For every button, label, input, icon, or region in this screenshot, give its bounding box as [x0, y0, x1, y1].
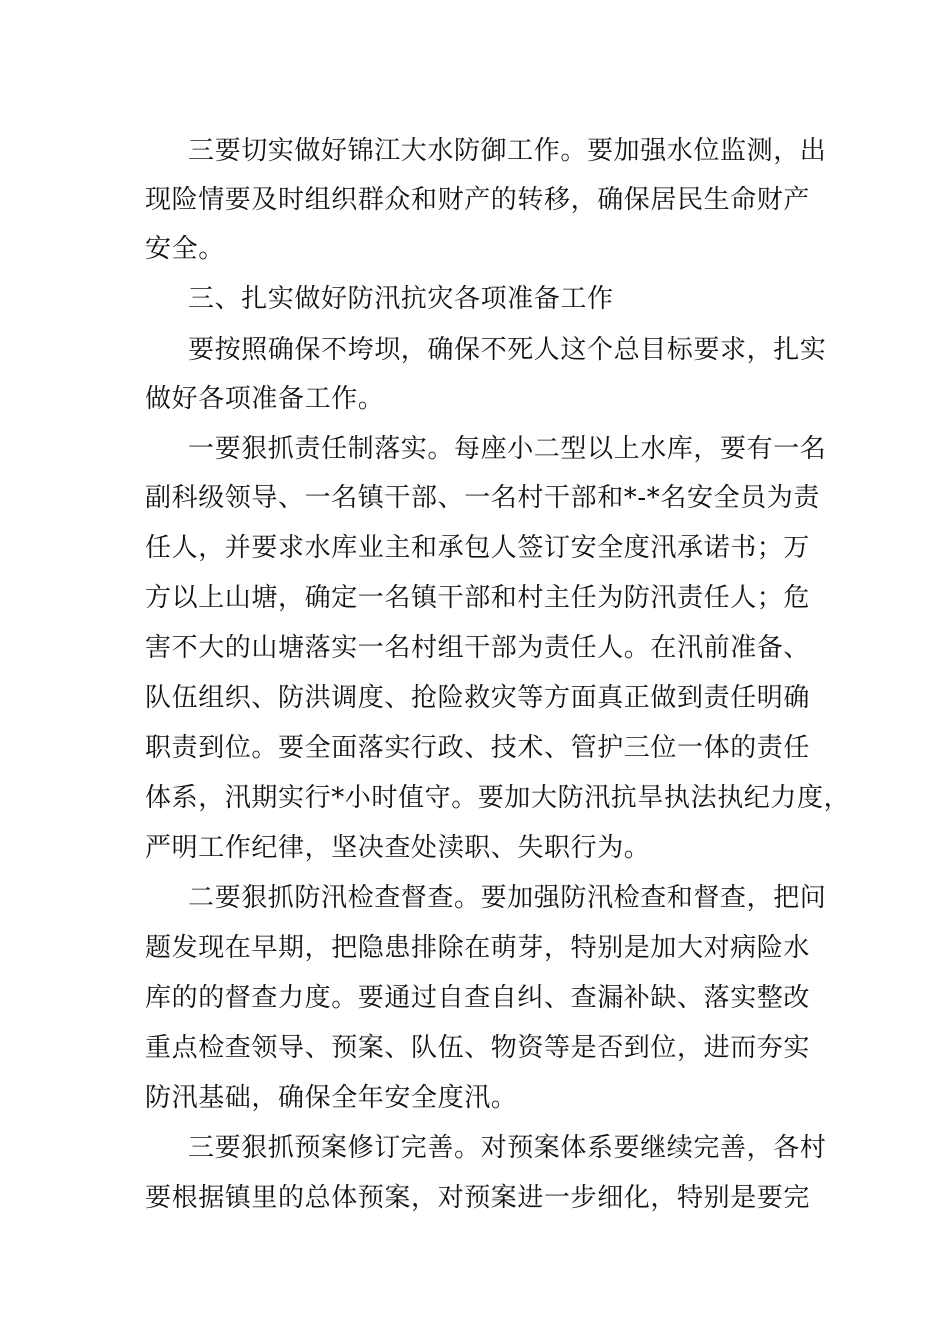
- paragraph-line: 三要切实做好锦江大水防御工作。要加强水位监测，出: [188, 136, 827, 166]
- paragraph-line: 害不大的山塘落实一名村组干部为责任人。在汛前准备、: [145, 633, 811, 663]
- section-heading: 三、扎实做好防汛抗灾各项准备工作: [188, 284, 614, 314]
- paragraph-line: 要按照确保不垮坝，确保不死人这个总目标要求，扎实: [188, 335, 827, 365]
- paragraph-line: 要根据镇里的总体预案，对预案进一步细化，特别是要完: [145, 1183, 811, 1213]
- paragraph-line: 题发现在早期，把隐患排除在萌芽，特别是加大对病险水: [145, 933, 811, 963]
- paragraph-line: 一要狠抓责任制落实。每座小二型以上水库，要有一名: [188, 434, 827, 464]
- paragraph-line: 三要狠抓预案修订完善。对预案体系要继续完善，各村: [188, 1133, 827, 1163]
- paragraph-line: 防汛基础，确保全年安全度汛。: [145, 1083, 518, 1113]
- paragraph-line: 队伍组织、防洪调度、抢险救灾等方面真正做到责任明确: [145, 683, 811, 713]
- paragraph-line: 二要狠抓防汛检查督查。要加强防汛检查和督查，把问: [188, 883, 827, 913]
- paragraph-line: 任人，并要求水库业主和承包人签订安全度汛承诺书；万: [145, 533, 811, 563]
- paragraph-line: 库的的督查力度。要通过自查自纠、查漏补缺、落实整改: [145, 983, 811, 1013]
- paragraph-line: 做好各项准备工作。: [145, 384, 385, 414]
- paragraph-line: 严明工作纪律，坚决查处渎职、失职行为。: [145, 833, 651, 863]
- paragraph-line: 方以上山塘，确定一名镇干部和村主任为防汛责任人；危: [145, 583, 811, 613]
- paragraph-line: 职责到位。要全面落实行政、技术、管护三位一体的责任: [145, 733, 811, 763]
- paragraph-line: 重点检查领导、预案、队伍、物资等是否到位，进而夯实: [145, 1033, 811, 1063]
- paragraph-line: 体系，汛期实行*小时值守。要加大防汛抗旱执法执纪力度，: [145, 783, 851, 813]
- paragraph-line: 安全。: [145, 234, 225, 264]
- paragraph-line: 副科级领导、一名镇干部、一名村干部和*-*名安全员为责: [145, 483, 820, 513]
- paragraph-line: 现险情要及时组织群众和财产的转移，确保居民生命财产: [145, 185, 811, 215]
